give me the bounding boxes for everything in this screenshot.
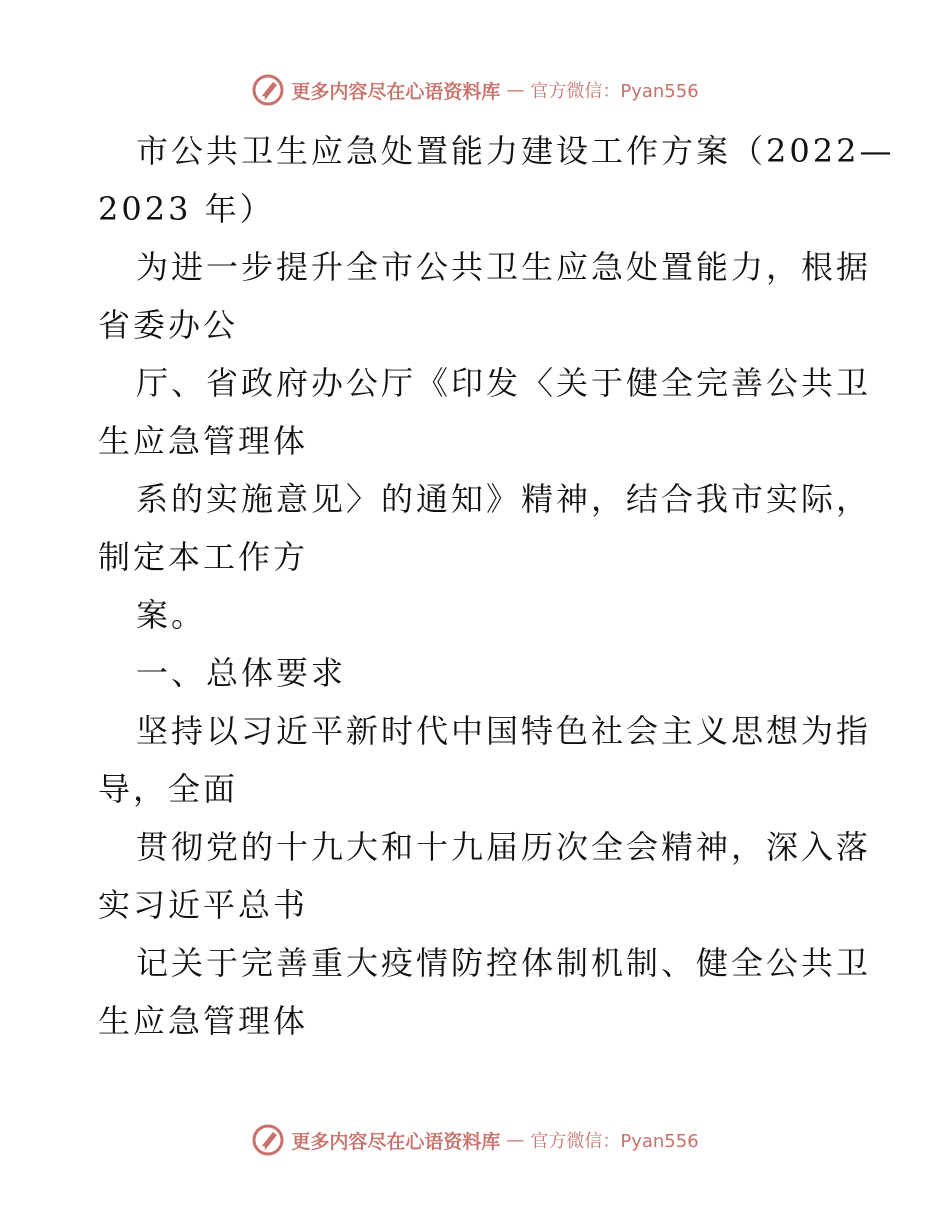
text-line: 一、总体要求	[136, 654, 347, 692]
watermark-brand: 更多内容尽在心语资料库	[291, 80, 501, 103]
text-line: 案。	[136, 596, 207, 634]
text-line: 实习近平总书	[98, 886, 309, 924]
text-line: 2023 年）	[98, 190, 275, 228]
watermark-brand: 更多内容尽在心语资料库	[291, 1130, 501, 1153]
pen-logo-icon	[251, 73, 285, 107]
watermark-wechat: 官方微信：Pyan556	[530, 1131, 699, 1152]
watermark-header	[0, 70, 950, 110]
text-line: 坚持以习近平新时代中国特色社会主义思想为指	[136, 712, 872, 750]
watermark-wechat: 官方微信：Pyan556	[530, 81, 699, 102]
text-line: 记关于完善重大疫情防控体制机制、健全公共卫	[136, 944, 872, 982]
text-line: 系的实施意见〉的通知》精神，结合我市实际，	[136, 480, 872, 518]
watermark-separator: —	[506, 1129, 525, 1151]
document-body	[98, 122, 895, 1050]
text-line: 生应急管理体	[98, 422, 309, 460]
text-line: 生应急管理体	[98, 1002, 309, 1040]
watermark-footer	[0, 1120, 950, 1160]
text-line: 厅、省政府办公厅《印发〈关于健全完善公共卫	[136, 364, 872, 402]
text-line: 贯彻党的十九大和十九届历次全会精神，深入落	[136, 828, 872, 866]
text-line: 省委办公	[98, 306, 239, 344]
pen-logo-icon	[251, 1123, 285, 1157]
text-line: 制定本工作方	[98, 538, 309, 576]
text-line: 为进一步提升全市公共卫生应急处置能力，根据	[136, 248, 872, 286]
text-line: 市公共卫生应急处置能力建设工作方案（2022—	[136, 132, 895, 170]
text-line: 导，全面	[98, 770, 239, 808]
watermark-separator: —	[506, 79, 525, 101]
